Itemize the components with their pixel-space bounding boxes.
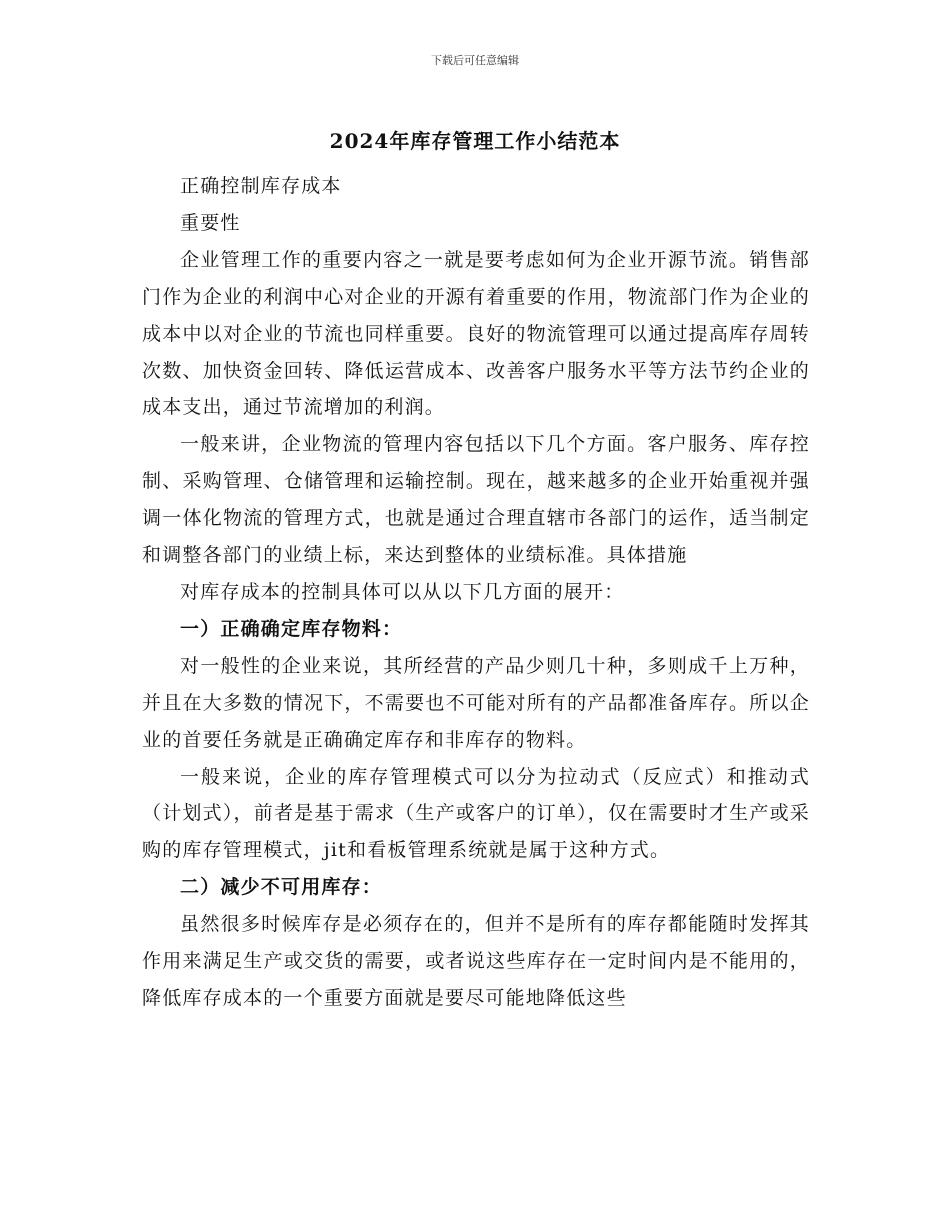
paragraph-importance: 企业管理工作的重要内容之一就是要考虑如何为企业开源节流。销售部门作为企业的利润中心对企业的开源有着重要的作用，物流部门作为企业的成本中以对企业的节流也同样重要。良好的物流管理可以通过提高库存周转次数、加快资金回转、降低运营成本、改善客户服务水平等方法节约企业的成本支出，通过节流增加的利润。 [142, 248, 810, 419]
paragraph-materials: 对一般性的企业来说，其所经营的产品少则几十种，多则成千上万种，并且在大多数的情况下，不需要也不可能对所有的产品都准备库存。所以企业的首要任务就是正确确定库存和非库存的物料。 [142, 654, 810, 751]
document-body [142, 168, 810, 1017]
document-title: 2024年库存管理工作小结范本 [329, 129, 621, 153]
paragraph-inventory-modes: 一般来说，企业的库存管理模式可以分为拉动式（反应式）和推动式（计划式），前者是基于需求（生产或客户的订单），仅在需要时才生产或采购的库存管理模式，jit和看板管理系统就是属于这种方式。 [142, 765, 810, 862]
header-note: 下载后可任意编辑 [431, 54, 519, 67]
paragraph-label-importance: 重要性 [180, 211, 241, 234]
section-heading-2: 二）减少不可用库存： [180, 876, 383, 899]
paragraph-logistics-scope: 一般来讲，企业物流的管理内容包括以下几个方面。客户服务、库存控制、采购管理、仓储管理和运输控制。现在，越来越多的企业开始重视并强调一体化物流的管理方式，也就是通过合理直辖市各部门的运作，适当制定和调整各部门的业绩上标，来达到整体的业绩标准。具体措施 [142, 433, 810, 567]
paragraph-subtitle: 正确控制库存成本 [180, 175, 342, 197]
paragraph-unusable-inventory: 虽然很多时候库存是必须存在的，但并不是所有的库存都能随时发挥其作用来满足生产或交货的需要，或者说这些库存在一定时间内是不能用的，降低库存成本的一个重要方面就是要尽可能地降低这些 [142, 913, 810, 1009]
paragraph-measures-intro: 对库存成本的控制具体可以从以下几方面的展开： [180, 580, 625, 603]
section-heading-1: 一）正确确定库存物料： [180, 617, 403, 640]
